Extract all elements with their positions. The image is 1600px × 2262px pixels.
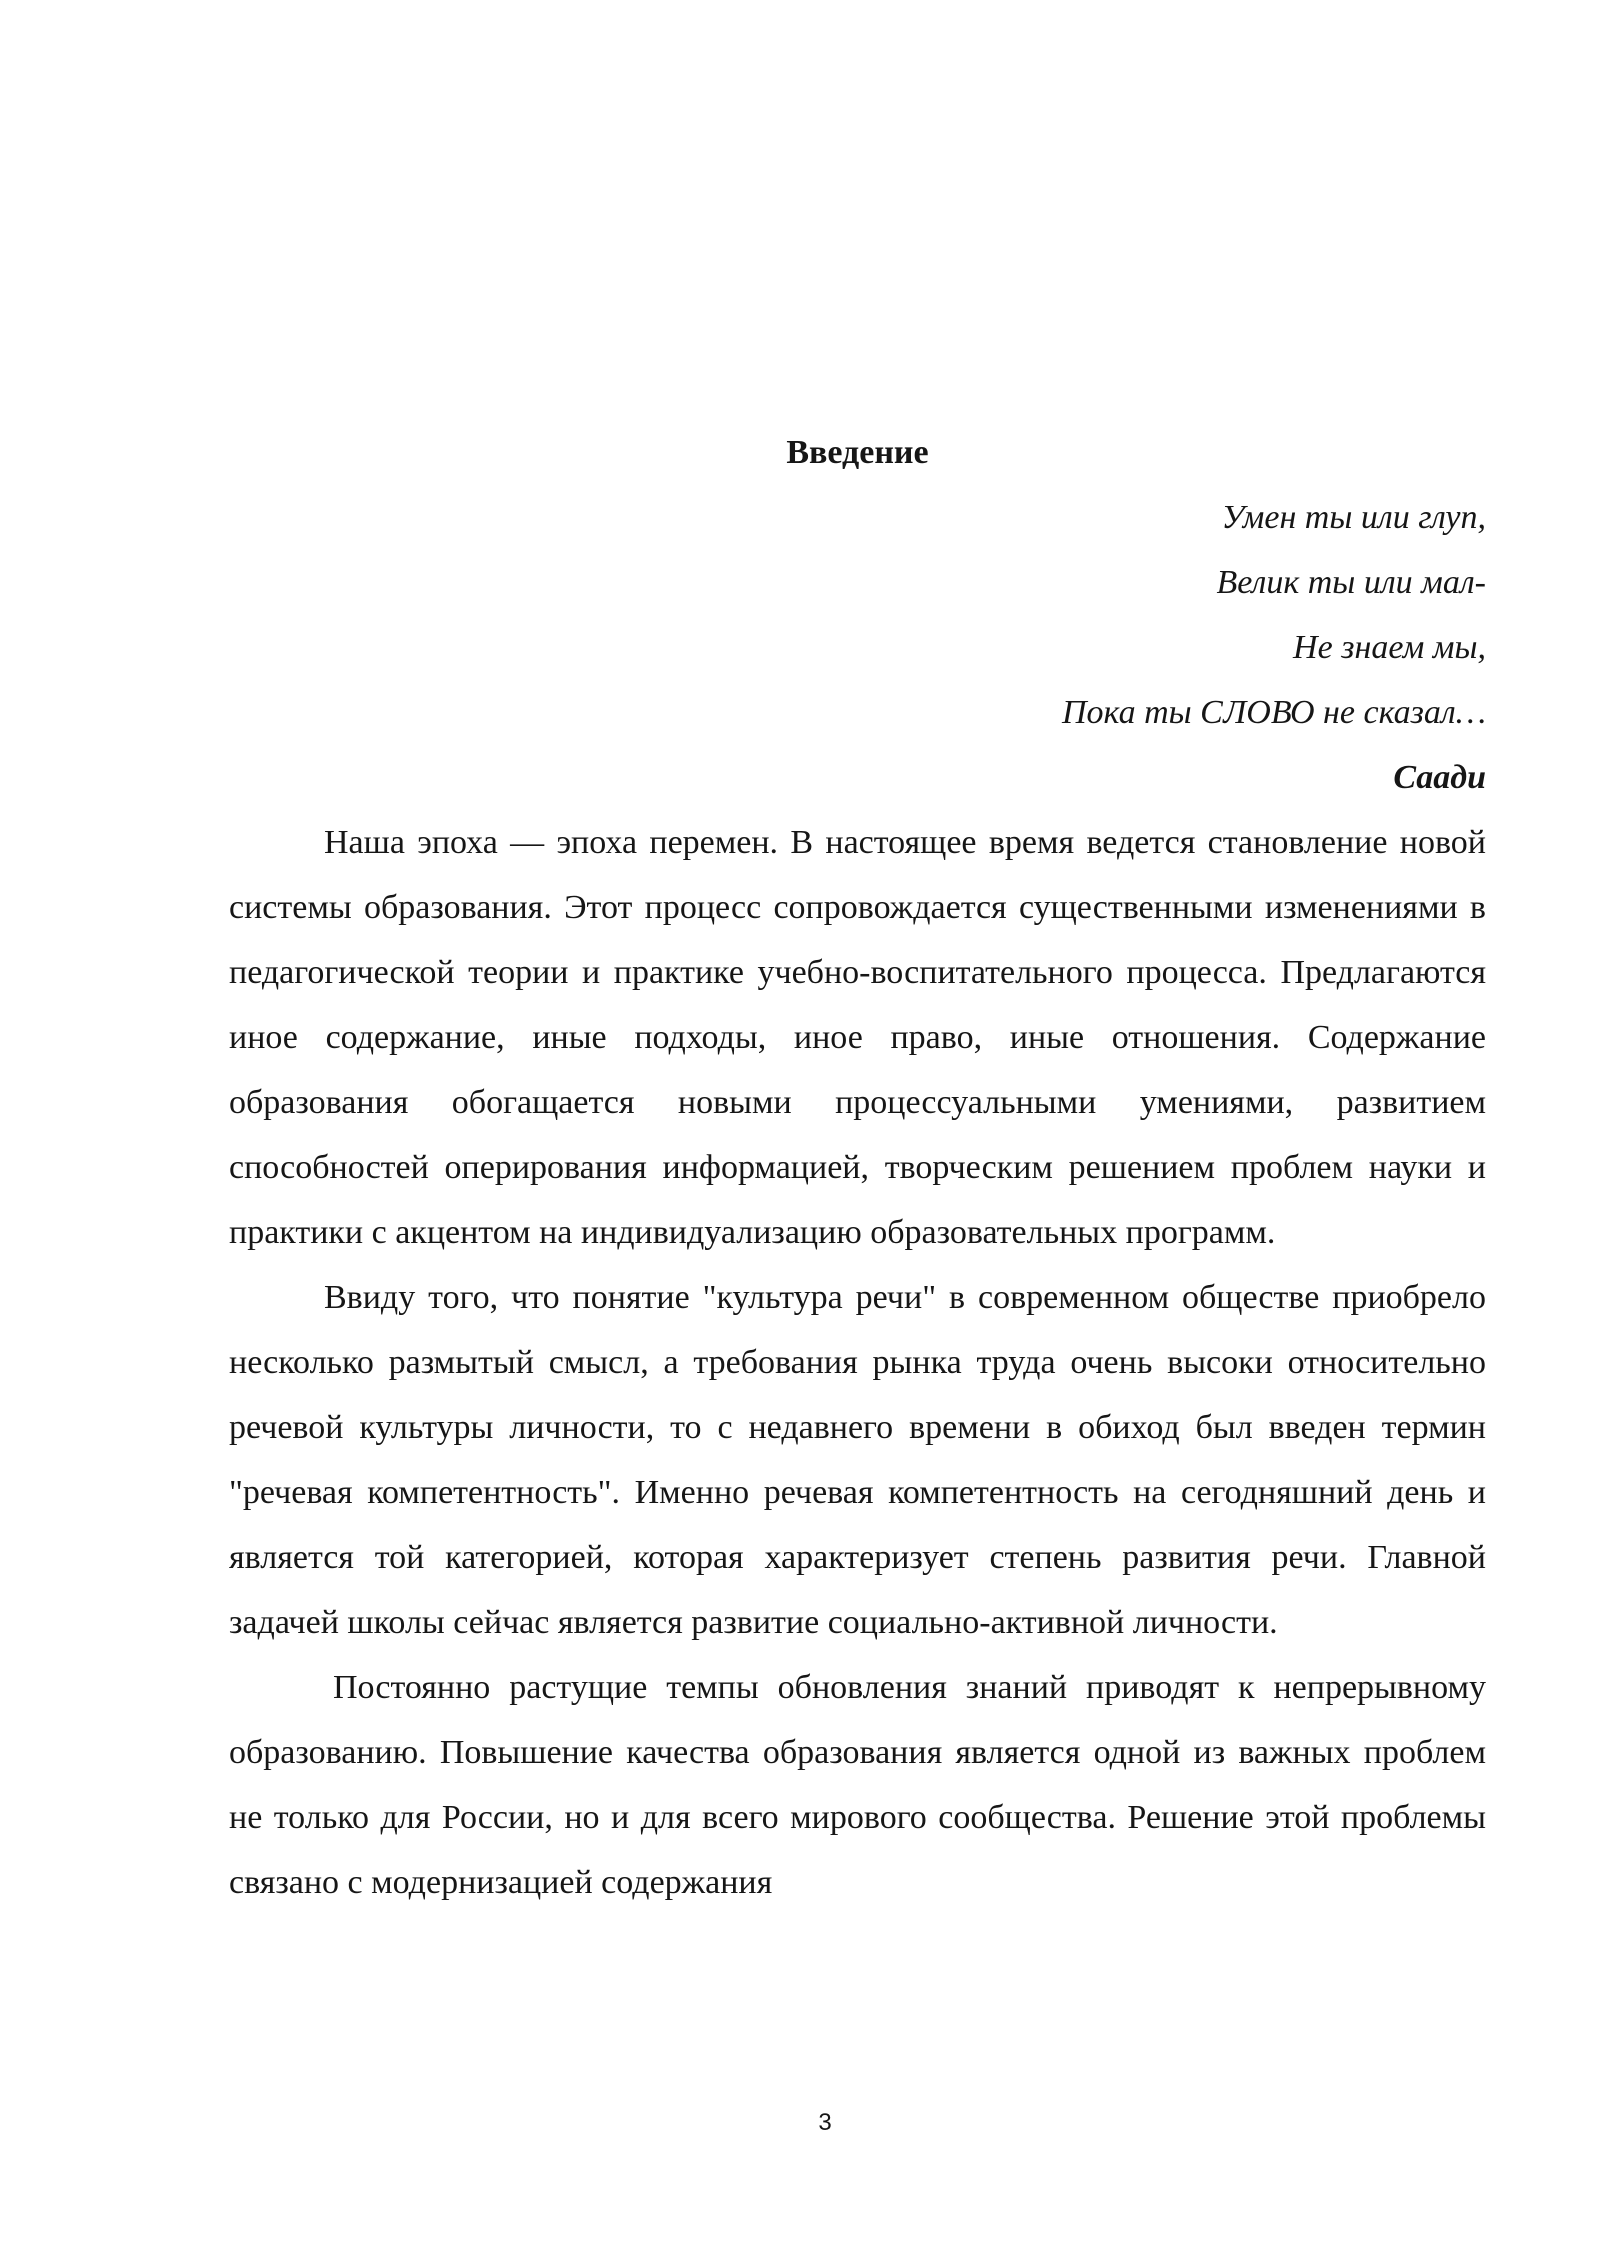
epigraph-author: Саади	[1393, 759, 1486, 796]
body-paragraph: Ввиду того, что понятие "культура речи" в современном обществе приобрело несколько размытый смысл, а требования рынка труда очень высоки относительно речевой культуры личности, то с недавнего времени в обиход был введен термин "речевая компетентность". Именно речевая компетентность на сегодняшний день и является той категорией, которая характеризует степень развития речи. Главной задачей школы сейчас является развитие социально-активной личности.	[229, 1279, 1486, 1641]
epigraph-line: Велик ты или мал-	[1216, 564, 1486, 601]
page-content	[229, 420, 1486, 1915]
epigraph-line: Умен ты или глуп,	[1221, 499, 1486, 536]
section-heading: Введение	[786, 434, 929, 471]
epigraph-line: Не знаем мы,	[1293, 629, 1486, 666]
page-number: 3	[818, 2109, 832, 2136]
epigraph	[229, 485, 1486, 810]
body-paragraph: Наша эпоха — эпоха перемен. В настоящее время ведется становление новой системы образования. Этот процесс сопровождается существенными изменениями в педагогической теории и практике учебно-воспитательного процесса. Предлагаются иное содержание, иные подходы, иное право, иные отношения. Содержание образования обогащается новыми процессуальными умениями, развитием способностей оперирования информацией, творческим решением проблем науки и практики с акцентом на индивидуализацию образовательных программ.	[229, 824, 1486, 1251]
epigraph-line: Пока ты СЛОВО не сказал…	[1061, 694, 1486, 731]
body-paragraph: Постоянно растущие темпы обновления знаний приводят к непрерывному образованию. Повышение качества образования является одной из важных проблем не только для России, но и для всего мирового сообщества. Решение этой проблемы связано с модернизацией содержания	[229, 1669, 1486, 1901]
